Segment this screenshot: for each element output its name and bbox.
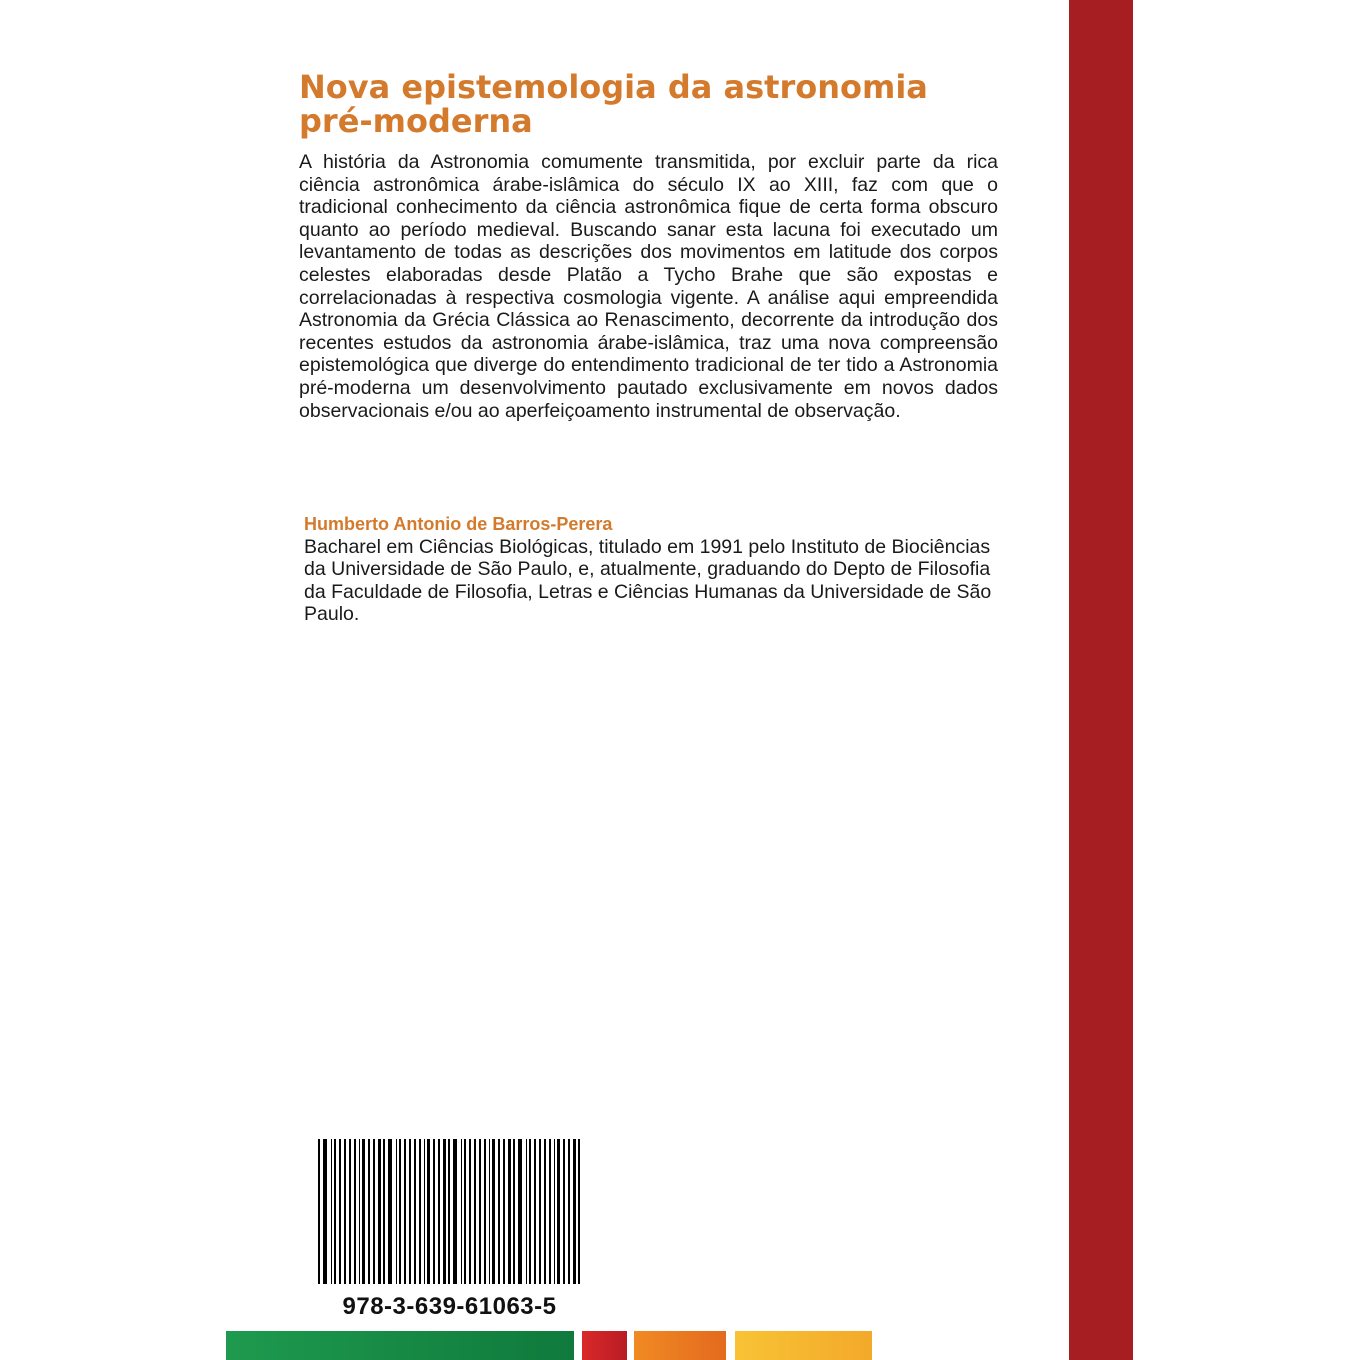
barcode-bar — [573, 1139, 576, 1284]
barcode-bar — [399, 1139, 401, 1284]
barcode-bar — [448, 1139, 450, 1284]
barcode-bar — [427, 1139, 430, 1284]
book-description: A história da Astronomia comumente transmitida, por excluir parte da rica ciência astronômica árabe-islâmica do século IX ao XIII, faz com que o tradicional conhecimento da ciência astronômica fique de certa forma obscuro quanto ao período medieval. Buscando sanar esta lacuna foi executado um levantamento de todas as descrições dos movimentos em latitude dos corpos celestes elaboradas desde Platão a Tycho Brahe que são expostas e correlacionadas à respectiva cosmologia vigente. A análise aqui empreendida Astronomia da Grécia Clássica ao Renascimento, decorrente da introdução dos recentes estudos da astronomia árabe-islâmica, traz uma nova compreensão epistemológica que diverge do entendimento tradicional de ter tido a Astronomia pré-moderna um desenvolvimento pautado exclusivamente em novos dados observacionais e/ou ao aperfeiçoamento instrumental de observação. — [299, 151, 998, 422]
barcode-bar — [383, 1139, 385, 1284]
barcode-bar — [549, 1139, 551, 1284]
barcode-bar — [388, 1139, 392, 1284]
author-bio: Bacharel em Ciências Biológicas, titulado em 1991 pelo Instituto de Biociências da Universidade de São Paulo, e, atualmente, graduando do Depto de Filosofia da Faculdade de Filosofia, Letras e Ciências Humanas da Universidade de São Paulo. — [304, 535, 992, 625]
color-stripe-yellow — [735, 1331, 872, 1360]
barcode-bar — [409, 1139, 411, 1284]
barcode-bar — [339, 1139, 341, 1284]
barcode-bar — [492, 1139, 495, 1284]
barcode-bar — [474, 1139, 476, 1284]
barcode-bar — [318, 1139, 320, 1284]
barcode-bar — [498, 1139, 500, 1284]
author-name: Humberto Antonio de Barros-Perera — [304, 514, 613, 534]
barcode-bar — [479, 1139, 481, 1284]
barcode-bar — [554, 1139, 555, 1284]
barcode-bar — [433, 1139, 435, 1284]
color-stripe-green — [226, 1331, 574, 1360]
barcode-bar — [578, 1139, 580, 1284]
barcode-bar — [378, 1139, 381, 1284]
barcode-bar — [424, 1139, 425, 1284]
barcode-bar — [331, 1139, 332, 1284]
book-spine — [1069, 0, 1133, 1360]
barcode-bar — [526, 1139, 527, 1284]
barcode-bar — [464, 1139, 466, 1284]
barcode-bar — [508, 1139, 511, 1284]
barcode-bar — [344, 1139, 346, 1284]
barcode-bar — [368, 1139, 370, 1284]
barcode-bar — [443, 1139, 446, 1284]
barcode-bar — [419, 1139, 421, 1284]
barcode-bar — [513, 1139, 515, 1284]
barcode-bar — [518, 1139, 522, 1284]
barcode-bar — [323, 1139, 327, 1284]
barcode-bar — [396, 1139, 397, 1284]
color-stripe-red — [582, 1331, 627, 1360]
barcode-bar — [438, 1139, 440, 1284]
isbn-number: 978-3-639-61063-5 — [342, 1293, 557, 1320]
barcode-bar — [529, 1139, 531, 1284]
isbn-barcode — [316, 1139, 583, 1284]
barcode-bar — [461, 1139, 462, 1284]
barcode-bar — [373, 1139, 375, 1284]
barcode-bar — [354, 1139, 356, 1284]
author-section — [304, 513, 1004, 626]
book-title: Nova epistemologia da astronomia pré-moderna — [299, 68, 928, 140]
barcode-bar — [453, 1139, 457, 1284]
barcode-bar — [362, 1139, 365, 1284]
barcode-bar — [503, 1139, 505, 1284]
barcode-bar — [568, 1139, 570, 1284]
barcode-bar — [469, 1139, 471, 1284]
barcode-bar — [489, 1139, 490, 1284]
barcode-bar — [334, 1139, 336, 1284]
barcode-bar — [544, 1139, 546, 1284]
barcode-bars — [316, 1139, 583, 1284]
barcode-bar — [484, 1139, 486, 1284]
barcode-bar — [359, 1139, 360, 1284]
barcode-bar — [563, 1139, 565, 1284]
barcode-bar — [414, 1139, 416, 1284]
color-stripe-orange — [634, 1331, 726, 1360]
barcode-bar — [349, 1139, 351, 1284]
barcode-bar — [404, 1139, 406, 1284]
barcode-bar — [557, 1139, 560, 1284]
barcode-bar — [539, 1139, 541, 1284]
barcode-bar — [534, 1139, 536, 1284]
